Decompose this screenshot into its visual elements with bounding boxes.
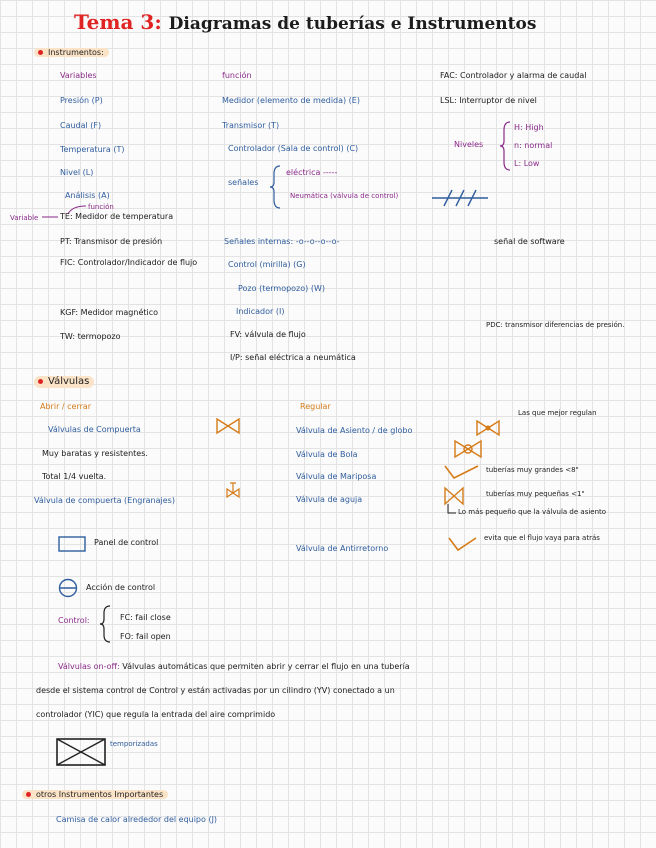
valvula-asiento: Válvula de Asiento / de globo	[296, 426, 413, 435]
curly-brace-icon	[500, 120, 512, 172]
panel-control-icon	[58, 536, 86, 552]
valvula-bola: Válvula de Bola	[296, 450, 358, 459]
abbrev-kgf: KGF: Medidor magnético	[60, 308, 159, 317]
page-title	[74, 10, 536, 36]
mid-item-fv: FV: válvula de flujo	[230, 330, 306, 339]
compuerta-desc-1: Muy baratas y resistentes.	[42, 449, 148, 458]
funcion-item: Transmisor (T)	[222, 121, 280, 130]
curly-brace-icon	[270, 164, 282, 210]
abbrev-fic: FIC: Controlador/Indicador de flujo	[60, 258, 198, 267]
senal-software: señal de software	[494, 237, 565, 246]
check-valve-icon	[448, 536, 478, 552]
valvula-compuerta: Válvulas de Compuerta	[48, 425, 141, 434]
senales-internas: Señales internas: -o--o--o--o-	[224, 237, 340, 246]
funcion-header: función	[222, 71, 252, 80]
regular-header: Regular	[300, 402, 331, 411]
nivel-high: H: High	[514, 123, 544, 132]
mid-item-mirilla: Control (mirilla) (G)	[228, 260, 306, 269]
senal-electrica: eléctrica -----	[286, 168, 338, 177]
abbrev-tw: TW: termopozo	[60, 332, 121, 341]
onoff-label: Válvulas on-off:	[58, 662, 120, 671]
fail-close: FC: fail close	[120, 613, 171, 622]
def-fac: FAC: Controlador y alarma de caudal	[440, 71, 587, 80]
fail-open: FO: fail open	[120, 632, 171, 641]
camisa-calor: Camisa de calor alrededor del equipo (J)	[56, 815, 218, 824]
onoff-line-3: controlador (YIC) que regula la entrada del aire comprimido	[36, 710, 276, 719]
abrir-header: Abrir / cerrar	[40, 402, 92, 411]
control-label: Control:	[58, 616, 90, 625]
arrow-icon	[446, 504, 458, 516]
regular-note: Las que mejor regulan	[518, 409, 597, 417]
globe-valve-icon	[476, 420, 500, 436]
ball-valve-icon	[454, 440, 482, 458]
onoff-line-1: Válvulas on-off: Válvulas automáticas que permiten abrir y cerrar el flujo en una tubería	[58, 662, 410, 671]
bullet-icon	[26, 792, 31, 797]
variable-item: Análisis (A)	[65, 191, 110, 200]
senales-label: señales	[228, 178, 259, 187]
temporizada-valve-icon	[56, 738, 106, 766]
valvula-aguja: Válvula de aguja	[296, 495, 363, 504]
niveles-label: Niveles	[454, 140, 484, 149]
butterfly-valve-icon	[444, 464, 480, 480]
antirretorno-note: evita que el flujo vaya para atrás	[484, 534, 600, 542]
valvula-compuerta-engranajes: Válvula de compuerta (Engranajes)	[34, 496, 175, 505]
abbrev-pt: PT: Transmisor de presión	[60, 237, 163, 246]
panel-control-label: Panel de control	[94, 538, 159, 547]
neumatica-hash-icon	[432, 188, 488, 208]
variable-item: Nivel (L)	[60, 168, 94, 177]
accion-control-label: Acción de control	[86, 583, 156, 592]
variable-item: Temperatura (T)	[60, 145, 125, 154]
def-lsl: LSL: Interruptor de nivel	[440, 96, 537, 105]
compuerta-desc-2: Total 1/4 vuelta.	[42, 472, 107, 481]
annot-variable: Variable	[10, 214, 39, 222]
abbrev-te: TE: Medidor de temperatura	[60, 212, 174, 221]
section-valvulas: Válvulas	[34, 376, 94, 388]
title-rest: Diagramas de tuberías e Instrumentos	[168, 14, 537, 34]
valvula-mariposa: Válvula de Mariposa	[296, 472, 377, 481]
funcion-item: Medidor (elemento de medida) (E)	[222, 96, 360, 105]
variable-item: Caudal (F)	[60, 121, 102, 130]
annot-funcion: función	[88, 203, 114, 211]
temporizadas-label: temporizadas	[110, 740, 158, 748]
mariposa-note: tuberías muy grandes <8"	[486, 466, 579, 474]
bullet-icon	[38, 50, 43, 55]
aguja-note-2: Lo más pequeño que la válvula de asiento	[458, 508, 607, 516]
bullet-icon	[38, 379, 43, 384]
variable-item: Presión (P)	[60, 96, 103, 105]
funcion-item: Controlador (Sala de control) (C)	[228, 144, 359, 153]
section-instrumentos: Instrumentos:	[34, 48, 109, 57]
aguja-note: tuberías muy pequeñas <1"	[486, 490, 585, 498]
senal-neumatica: Neumática (válvula de control)	[290, 192, 399, 200]
mid-item-pozo: Pozo (termopozo) (W)	[238, 284, 325, 293]
section-otros: otros Instrumentos Importantes	[22, 790, 168, 799]
mid-item-ip: I/P: señal eléctrica a neumática	[230, 353, 356, 362]
curly-brace-icon	[100, 604, 112, 644]
title-tema: Tema 3:	[74, 10, 162, 34]
accion-control-icon	[58, 578, 78, 598]
nivel-low: L: Low	[514, 159, 540, 168]
mid-item-indicador: Indicador (I)	[236, 307, 285, 316]
gear-valve-icon	[226, 482, 240, 498]
onoff-line-2: desde el sistema control de Control y están activadas por un cilindro (YV) conectado a un	[36, 686, 395, 695]
gate-valve-icon	[216, 418, 240, 434]
def-pdc: PDC: transmisor diferencias de presión.	[486, 321, 625, 329]
needle-valve-icon	[444, 487, 464, 505]
valvula-antirretorno: Válvula de Antirretorno	[296, 544, 389, 553]
variables-header: Variables	[60, 71, 97, 80]
nivel-normal: n: normal	[514, 141, 553, 150]
